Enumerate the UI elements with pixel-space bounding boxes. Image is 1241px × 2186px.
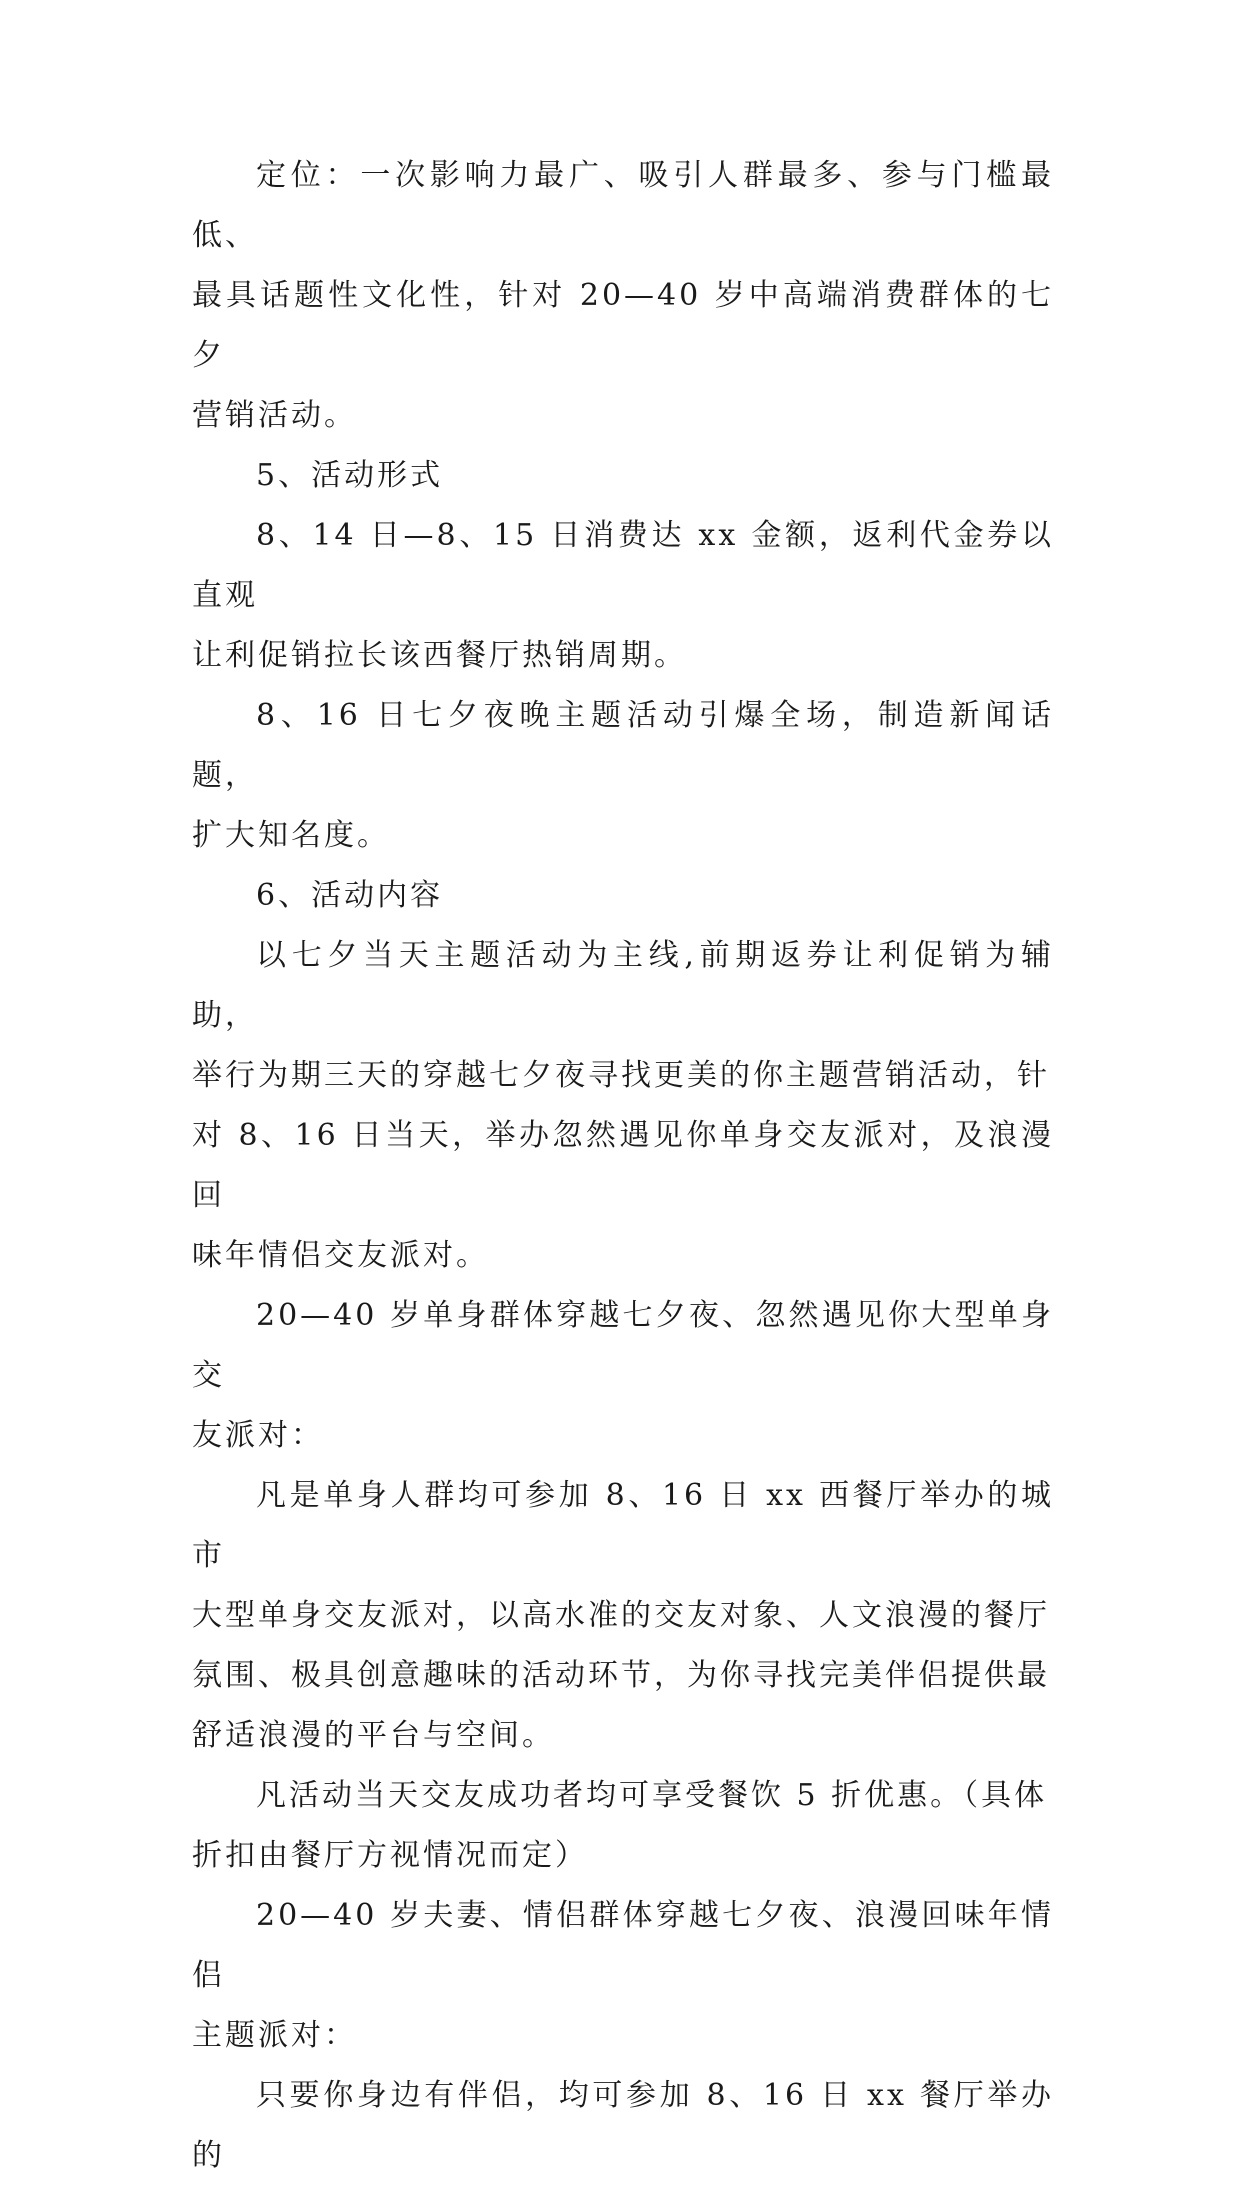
paragraph-couples-party-detail: 只要你身边有伴侣，均可参加 8、16 日 xx 餐厅举办的 bbox=[192, 2078, 1054, 2173]
paragraph-singles-party-title: 20—40 岁单身群体穿越七夕夜、忽然遇见你大型单身交 友派对： bbox=[192, 1298, 1054, 1453]
heading-activity-content: 6、活动内容 bbox=[256, 878, 444, 913]
paragraph-couples-party-title: 20—40 岁夫妻、情侣群体穿越七夕夜、浪漫回味年情侣 主题派对： bbox=[192, 1898, 1054, 2053]
heading-activity-format: 5、活动形式 bbox=[256, 458, 444, 493]
paragraph-voucher-promo: 8、14 日—8、15 日消费达 xx 金额，返利代金券以直观 让利促销拉长该西餐厅热销周期。 bbox=[192, 518, 1054, 673]
paragraph-singles-party-detail: 凡是单身人群均可参加 8、16 日 xx 西餐厅举办的城市 大型单身交友派对，以高水准的交友对象、人文浪漫的餐厅 氛围、极具创意趣味的活动环节，为你寻找完美伴侣提供最 舒适浪漫的平台与空间。 bbox=[192, 1478, 1054, 1753]
document-body bbox=[192, 146, 1054, 2186]
paragraph-qixi-night: 8、16 日七夕夜晚主题活动引爆全场，制造新闻话题， 扩大知名度。 bbox=[192, 698, 1054, 853]
paragraph-positioning: 定位：一次影响力最广、吸引人群最多、参与门槛最低、 最具话题性文化性，针对 20—40 岁中高端消费群体的七夕 营销活动。 bbox=[192, 158, 1054, 433]
paragraph-main-line: 以七夕当天主题活动为主线,前期返券让利促销为辅助， 举行为期三天的穿越七夕夜寻找更美的你主题营销活动，针 对 8、16 日当天，举办忽然遇见你单身交友派对，及浪漫回 味年情侣交友派对。 bbox=[192, 938, 1054, 1273]
paragraph-discount: 凡活动当天交友成功者均可享受餐饮 5 折优惠。（具体 折扣由餐厅方视情况而定） bbox=[192, 1778, 1048, 1873]
